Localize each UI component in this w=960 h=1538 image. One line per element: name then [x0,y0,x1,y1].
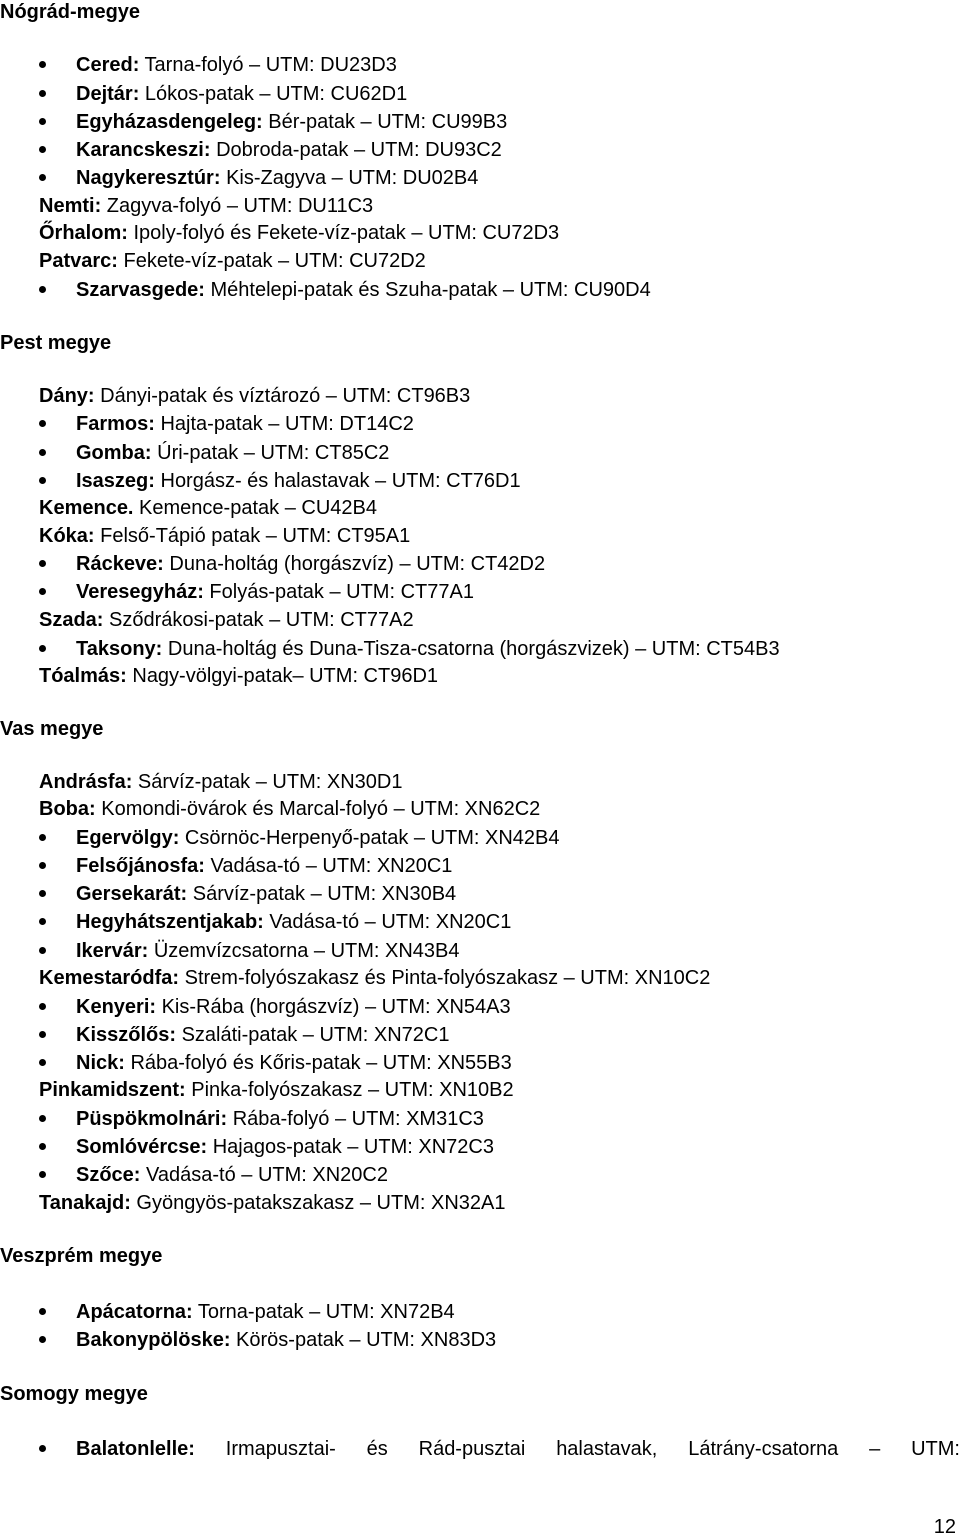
list-item [76,412,414,436]
list-item [39,249,426,273]
section-title: Pest megye [0,332,112,354]
bullet-icon [39,61,46,68]
entry-text: Méhtelepi-patak és Szuha-patak – UTM: CU90D4 [204,279,651,301]
list-item [76,1300,455,1324]
bullet-icon [39,862,46,869]
bullet-icon [39,890,46,897]
entry-text: Horgász- és halastavak – UTM: CT76D1 [154,470,521,492]
entry-text: Folyás-patak – UTM: CT77A1 [203,581,474,603]
list-item [39,194,373,218]
place-name: Szada: [39,609,104,631]
place-name: Isaszeg: [76,470,155,492]
list-item [76,552,545,576]
entry-text: Úri-patak – UTM: CT85C2 [151,442,390,464]
bullet-icon [39,174,46,181]
bullet-icon [39,118,46,125]
place-name: Kemestaródfa: [39,967,180,989]
list-item [76,995,511,1019]
list-item [76,939,460,963]
entry-text: Kis-Zagyva – UTM: DU02B4 [220,167,479,189]
entry-text: Rába-folyó és Kőris-patak – UTM: XN55B3 [124,1052,512,1074]
entry-text: Duna-holtág (horgászvíz) – UTM: CT42D2 [163,553,546,575]
place-name: Cered: [76,54,140,76]
list-item [76,166,478,190]
list-item [39,1078,514,1102]
place-name: Egervölgy: [76,827,180,849]
entry-text: Dobroda-patak – UTM: DU93C2 [210,139,502,161]
place-name: Taksony: [76,638,163,660]
bullet-icon [39,834,46,841]
list-item [76,1023,449,1047]
entry-text: Zagyva-folyó – UTM: DU11C3 [101,195,374,217]
list-item [76,1163,388,1187]
place-name: Hegyhátszentjakab: [76,911,264,933]
place-name: Kenyeri: [76,996,157,1018]
place-name: Bakonypölöske: [76,1329,231,1351]
entry-text: Sárvíz-patak – UTM: XN30D1 [132,771,403,793]
entry-text: Hajta-patak – UTM: DT14C2 [154,413,414,435]
entry-text: Irmapusztai- és Rád-pusztai halastavak, Látrány-csatorna – UTM: [194,1438,960,1460]
list-item [76,1135,494,1159]
place-name: Ikervár: [76,940,149,962]
place-name: Dejtár: [76,83,140,105]
list-item [76,580,474,604]
section-title: Veszprém megye [0,1245,163,1267]
list-item [76,854,452,878]
entry-text: Hajagos-patak – UTM: XN72C3 [207,1136,494,1158]
list-item [76,82,407,106]
entry-text: Szaláti-patak – UTM: XN72C1 [176,1024,450,1046]
bullet-icon [39,1336,46,1343]
place-name: Gomba: [76,442,152,464]
place-name: Püspökmolnári: [76,1108,228,1130]
list-item [39,797,540,821]
entry-text: Rába-folyó – UTM: XM31C3 [227,1108,484,1130]
entry-text: Sződrákosi-patak – UTM: CT77A2 [103,609,414,631]
list-item [39,966,710,990]
list-item [76,1328,496,1352]
list-item [76,1051,512,1075]
place-name: Tanakajd: [39,1192,131,1214]
place-name: Apácatorna: [76,1301,193,1323]
section-title: Somogy megye [0,1383,148,1405]
place-name: Gersekarát: [76,883,188,905]
page-number: 12 [933,1516,956,1538]
place-name: Farmos: [76,413,155,435]
place-name: Szőce: [76,1164,141,1186]
list-item [39,221,559,245]
place-name: Szarvasgede: [76,279,205,301]
list-item [76,882,456,906]
entry-text: Csörnöc-Herpenyő-patak – UTM: XN42B4 [179,827,560,849]
entry-text: Üzemvízcsatorna – UTM: XN43B4 [148,940,460,962]
entry-text: Sárvíz-patak – UTM: XN30B4 [187,883,457,905]
list-item [39,664,438,688]
place-name: Kóka: [39,525,95,547]
list-item [39,524,410,548]
list-item [39,1191,505,1215]
bullet-icon [39,1445,46,1452]
list-item [76,278,651,302]
entry-text: Lókos-patak – UTM: CU62D1 [139,83,408,105]
list-item [39,770,402,794]
place-name: Balatonlelle: [76,1438,195,1460]
list-item [39,608,414,632]
list-item [76,110,507,134]
bullet-icon [39,1031,46,1038]
list-item [76,441,389,465]
bullet-icon [39,1308,46,1315]
place-name: Felsőjánosfa: [76,855,205,877]
bullet-icon [39,449,46,456]
bullet-icon [39,588,46,595]
entry-text: Nagy-völgyi-patak– UTM: CT96D1 [126,665,439,687]
bullet-icon [39,645,46,652]
bullet-icon [39,1143,46,1150]
place-name: Pinkamidszent: [39,1079,186,1101]
entry-text: Fekete-víz-patak – UTM: CU72D2 [117,250,426,272]
bullet-icon [39,1171,46,1178]
bullet-icon [39,146,46,153]
place-name: Nagykeresztúr: [76,167,221,189]
entry-text: Vadása-tó – UTM: XN20C1 [204,855,453,877]
bullet-icon [39,1059,46,1066]
entry-text: Bér-patak – UTM: CU99B3 [262,111,508,133]
list-item [39,496,377,520]
entry-text: Pinka-folyószakasz – UTM: XN10B2 [185,1079,514,1101]
entry-text: Felső-Tápió patak – UTM: CT95A1 [94,525,411,547]
place-name: Kisszőlős: [76,1024,177,1046]
bullet-icon [39,918,46,925]
place-name: Boba: [39,798,96,820]
bullet-icon [39,90,46,97]
entry-text: Kis-Rába (horgászvíz) – UTM: XN54A3 [156,996,511,1018]
place-name: Kemence. [39,497,134,519]
section-title: Vas megye [0,718,104,740]
place-name: Somlóvércse: [76,1136,208,1158]
place-name: Andrásfa: [39,771,133,793]
list-item [76,138,502,162]
list-item [39,384,470,408]
list-item [76,53,397,77]
entry-text: Tarna-folyó – UTM: DU23D3 [139,54,397,76]
place-name: Egyházasdengeleg: [76,111,263,133]
place-name: Veresegyház: [76,581,204,603]
place-name: Patvarc: [39,250,118,272]
place-name: Őrhalom: [39,222,128,244]
list-item [76,1107,484,1131]
entry-text: Komondi-övárok és Marcal-folyó – UTM: XN62C2 [95,798,541,820]
entry-text: Torna-patak – UTM: XN72B4 [192,1301,455,1323]
place-name: Nick: [76,1052,125,1074]
bullet-icon [39,477,46,484]
list-item [76,1437,960,1461]
place-name: Dány: [39,385,95,407]
entry-text: Duna-holtág és Duna-Tisza-csatorna (horgászvizek) – UTM: CT54B3 [162,638,780,660]
list-item [76,469,521,493]
entry-text: Kemence-patak – CU42B4 [133,497,377,519]
bullet-icon [39,947,46,954]
entry-text: Ipoly-folyó és Fekete-víz-patak – UTM: CU72D3 [127,222,560,244]
place-name: Karancskeszi: [76,139,211,161]
bullet-icon [39,1003,46,1010]
place-name: Ráckeve: [76,553,164,575]
entry-text: Körös-patak – UTM: XN83D3 [230,1329,497,1351]
section-title: Nógrád-megye [0,1,141,23]
entry-text: Vadása-tó – UTM: XN20C1 [263,911,512,933]
place-name: Tóalmás: [39,665,127,687]
bullet-icon [39,286,46,293]
bullet-icon [39,1115,46,1122]
entry-text: Dányi-patak és víztározó – UTM: CT96B3 [94,385,471,407]
list-item [76,910,511,934]
list-item [76,826,560,850]
entry-text: Gyöngyös-patakszakasz – UTM: XN32A1 [130,1192,506,1214]
list-item [76,637,780,661]
place-name: Nemti: [39,195,102,217]
entry-text: Strem-folyószakasz és Pinta-folyószakasz – UTM: XN10C2 [179,967,711,989]
bullet-icon [39,560,46,567]
bullet-icon [39,420,46,427]
entry-text: Vadása-tó – UTM: XN20C2 [140,1164,388,1186]
